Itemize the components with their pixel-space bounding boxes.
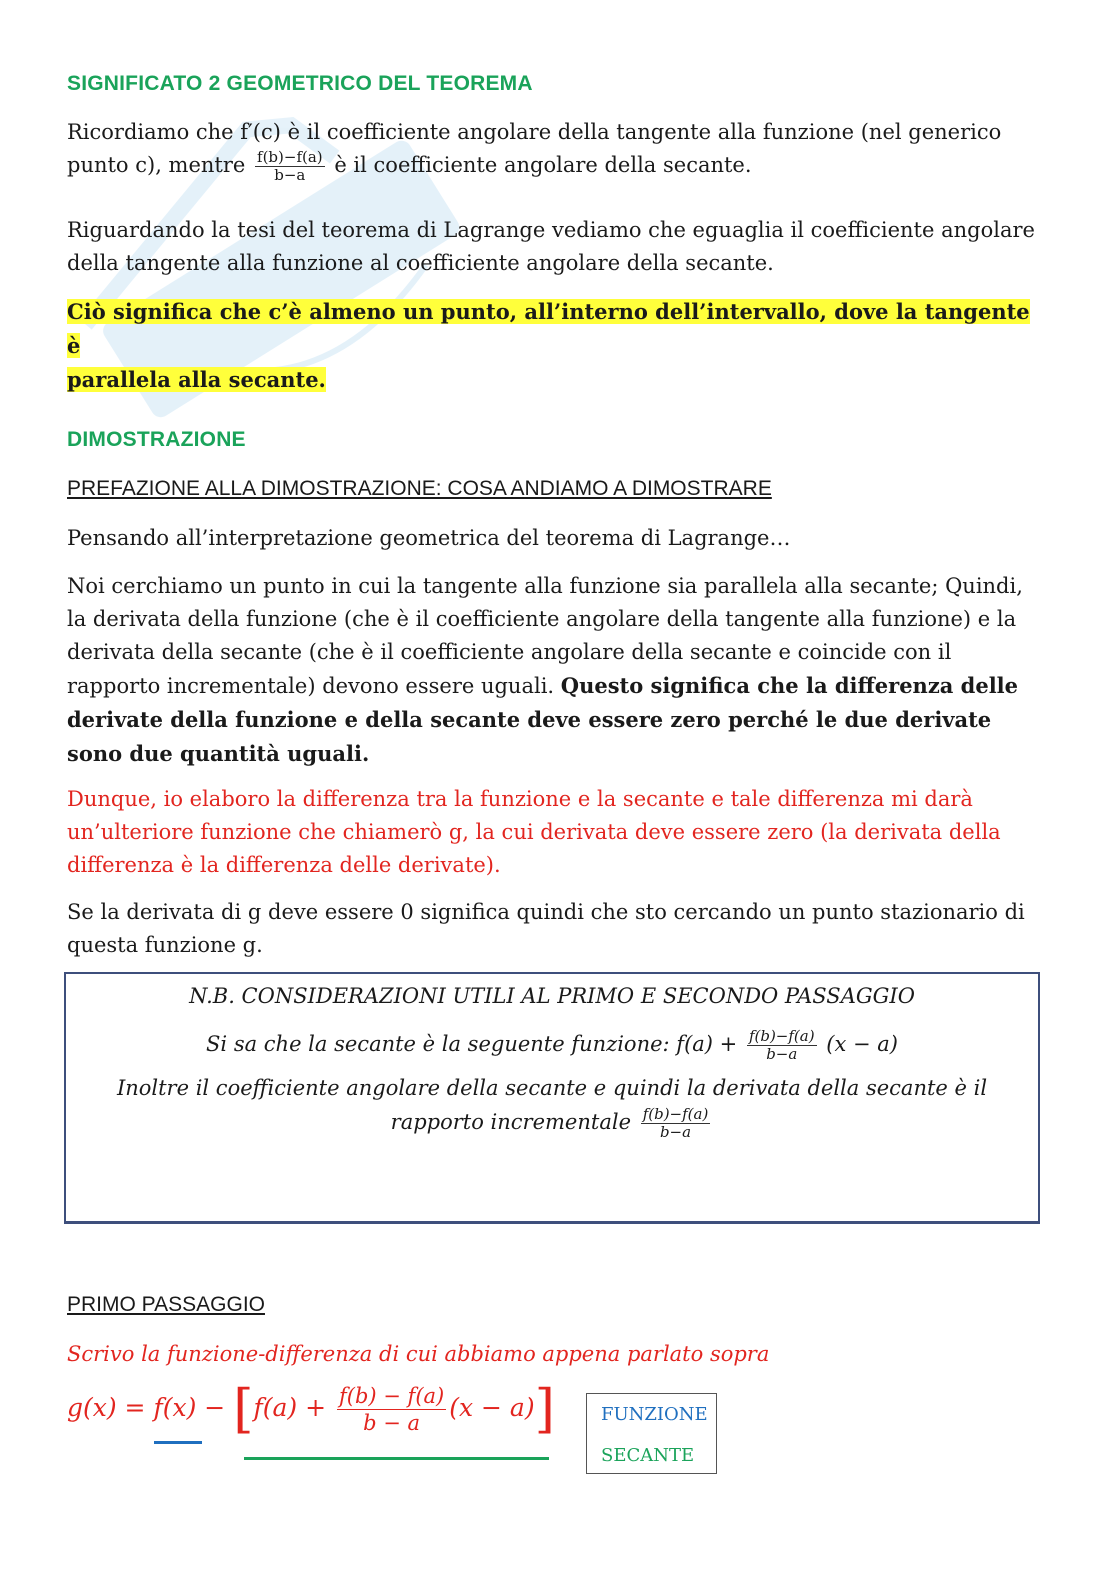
secant-prefix: f(a) + <box>676 1032 738 1056</box>
fraction-denominator: b−a <box>274 166 306 184</box>
left-bracket: [ <box>233 1379 254 1440</box>
nb-slope-statement: Inoltre il coefficiente angolare della secante e quindi la derivata della secante è il <box>116 1076 988 1100</box>
fraction-denominator: b−a <box>659 1123 692 1141</box>
highlighted-conclusion <box>67 295 1047 397</box>
paragraph-text: Noi cerchiamo un punto in cui la tangente alla funzione sia parallela alla secante; Quindi, la derivata della funzione (che è il coefficiente angolare della tangente alla funzione) e la derivata della secante (che è il coefficiente angolare della secante e coincide con il rapporto incrementale) devono essere uguali. <box>67 574 1023 698</box>
section-heading-significato: SIGNIFICATO 2 GEOMETRICO DEL TEOREMA <box>67 72 533 95</box>
fraction-numerator: f(b)−f(a) <box>748 1027 815 1045</box>
paragraph-derivative-difference <box>67 570 1047 771</box>
subheading-primo-passaggio: PRIMO PASSAGGIO <box>67 1293 265 1316</box>
paragraph-function-g: Dunque, io elaboro la differenza tra la funzione e la secante e tale differenza mi darà un’ulteriore funzione che chiamerò g, la cui derivata deve essere zero (la derivata della differenza è la differenza delle derivate). <box>67 787 1001 877</box>
nb-text: rapporto incrementale <box>390 1110 631 1134</box>
difference-function-equation <box>67 1379 555 1440</box>
bold-statement: Questo significa che la differenza delle derivate della funzione e della secante deve essere zero perché le due derivate sono due quantità uguali. <box>67 673 1019 766</box>
nb-box-title: N.B. CONSIDERAZIONI UTILI AL PRIMO E SECONDO PASSAGGIO <box>189 984 915 1008</box>
paragraph-geometric-interpretation: Pensando all’interpretazione geometrica del teorema di Lagrange… <box>67 526 791 550</box>
fraction-denominator: b − a <box>363 1411 421 1435</box>
right-bracket: ] <box>534 1379 555 1440</box>
incremental-ratio-fraction <box>255 149 325 184</box>
equation-lhs: g(x) = <box>67 1393 146 1422</box>
secant-slope-fraction <box>337 1383 446 1436</box>
legend-funzione: FUNZIONE <box>601 1404 708 1425</box>
secant-intercept: f(a) + <box>253 1393 327 1422</box>
function-underline <box>154 1441 202 1444</box>
secant-slope-fraction <box>747 1028 817 1063</box>
secant-underline <box>244 1457 549 1460</box>
highlight-line: Ciò significa che c’è almeno un punto, all’interno dell’intervallo, dove la tangente è <box>67 299 1030 358</box>
incremental-ratio-fraction <box>641 1106 711 1141</box>
fraction-numerator: f(b) − f(a) <box>339 1384 445 1408</box>
equation-minus: − <box>204 1393 226 1422</box>
paragraph-derivative-meaning <box>67 116 1047 184</box>
legend-secante: SECANTE <box>601 1445 695 1466</box>
section-heading-dimostrazione: DIMOSTRAZIONE <box>67 428 246 451</box>
fraction-denominator: b−a <box>766 1045 798 1063</box>
subheading-prefazione: PREFAZIONE ALLA DIMOSTRAZIONE: COSA ANDIAMO A DIMOSTRARE <box>67 477 772 500</box>
paragraph-lagrange-thesis: Riguardando la tesi del teorema di Lagrange vediamo che eguaglia il coefficiente angolare della tangente alla funzione al coefficiente angolare della secante. <box>67 218 1035 275</box>
legend-box <box>586 1393 717 1474</box>
nb-incremental-ratio <box>66 1105 1038 1141</box>
nb-considerations-box <box>64 972 1040 1224</box>
function-term: f(x) <box>153 1393 197 1422</box>
nb-text: Si sa che la secante è la seguente funzione: <box>206 1032 670 1056</box>
nb-secant-equation <box>66 1027 1038 1063</box>
fraction-numerator: f(b)−f(a) <box>257 148 323 166</box>
secant-tail: (x − a) <box>449 1393 535 1422</box>
secant-suffix: (x − a) <box>826 1032 898 1056</box>
paragraph-text: è il coefficiente angolare della secante. <box>334 153 752 177</box>
highlight-line: parallela alla secante. <box>67 367 326 392</box>
paragraph-stationary-point: Se la derivata di g deve essere 0 significa quindi che sto cercando un punto stazionario di questa funzione g. <box>67 900 1025 957</box>
paragraph-text: Ricordiamo che f′(c) è il coefficiente angolare della tangente alla funzione (nel generico punto c), mentre <box>67 120 1002 177</box>
intro-difference-function: Scrivo la funzione-differenza di cui abbiamo appena parlato sopra <box>67 1342 770 1366</box>
fraction-numerator: f(b)−f(a) <box>642 1105 709 1123</box>
